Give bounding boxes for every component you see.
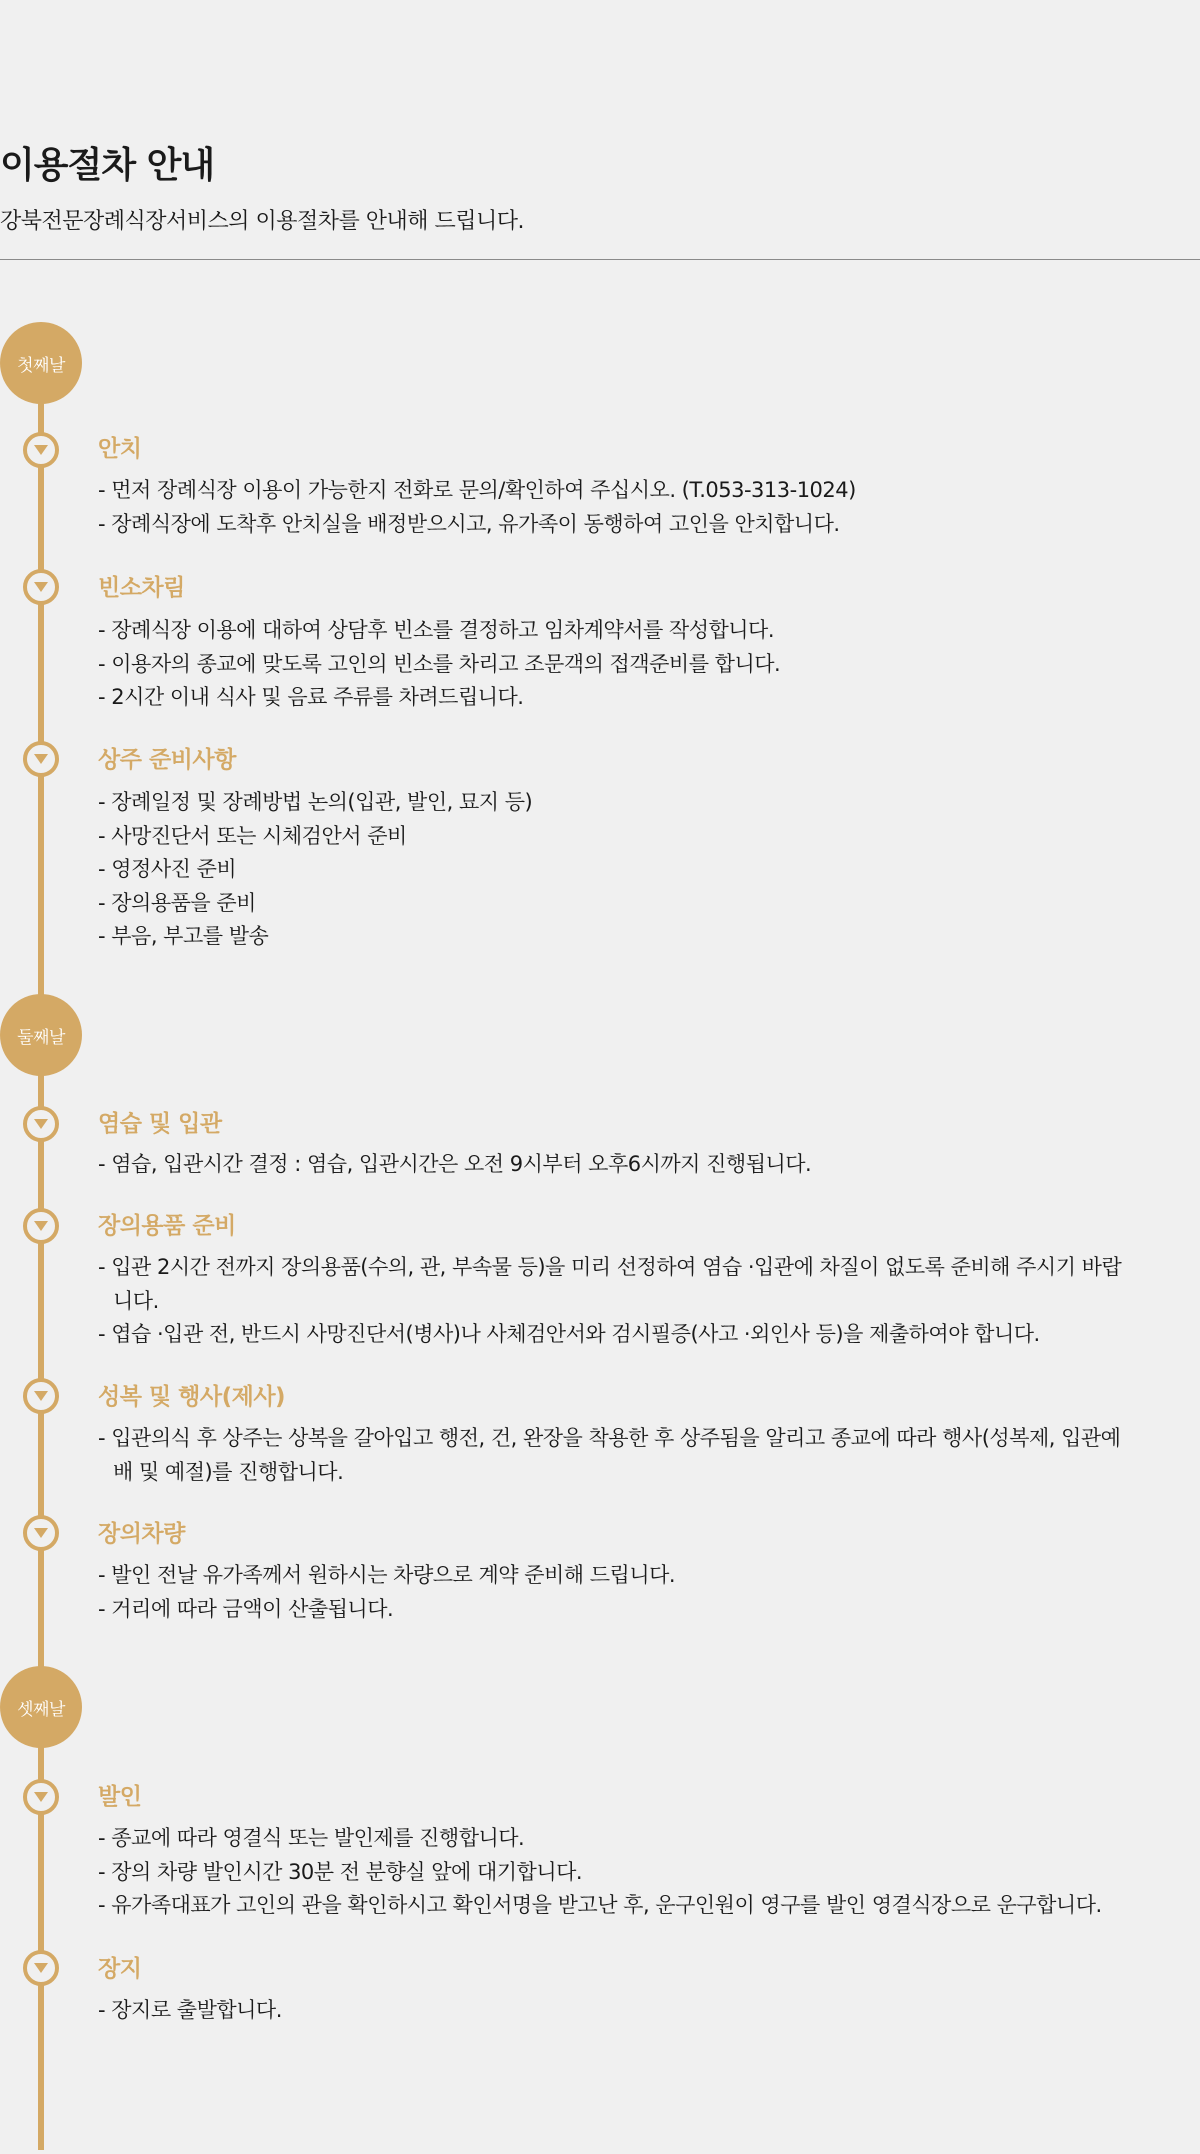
- step-body: [98, 1148, 1128, 1182]
- step-line: - 입관의식 후 상주는 상복을 갈아입고 행전, 건, 완장을 착용한 후 상주됨을 알리고 종교에 따라 행사(성복제, 입관예배 및 예절)를 진행합니다.: [98, 1426, 1121, 1484]
- step-line: - 장례일정 및 장례방법 논의(입관, 발인, 묘지 등): [98, 790, 533, 814]
- chevron-down-icon: [23, 1106, 59, 1142]
- step-line: - 발인 전날 유가족께서 원하시는 차량으로 계약 준비해 드립니다.: [98, 1563, 676, 1587]
- step-body: [98, 614, 1128, 715]
- chevron-down-icon: [23, 569, 59, 605]
- step-title: 염습 및 입관: [98, 1111, 222, 1137]
- day-badge-2: 둘째날: [0, 994, 82, 1076]
- step-line: - 입관 2시간 전까지 장의용품(수의, 관, 부속물 등)을 미리 선정하여 염습 ·입관에 차질이 없도록 준비해 주시기 바랍니다.: [98, 1255, 1122, 1313]
- chevron-down-icon: [23, 1779, 59, 1815]
- step-line: - 종교에 따라 영결식 또는 발인제를 진행합니다.: [98, 1826, 525, 1850]
- step-line: - 엽습 ·입관 전, 반드시 사망진단서(병사)나 사체검안서와 검시필증(사고 ·외인사 등)을 제출하여야 합니다.: [98, 1322, 1040, 1346]
- timeline-line: [38, 400, 44, 2150]
- step-line: - 유가족대표가 고인의 관을 확인하시고 확인서명을 받고난 후, 운구인원이 영구를 발인 영결식장으로 운구합니다.: [98, 1893, 1102, 1917]
- step-title: 안치: [98, 436, 142, 462]
- step-line: - 이용자의 종교에 맞도록 고인의 빈소를 차리고 조문객의 접객준비를 합니다.: [98, 651, 781, 676]
- step-line: - 2시간 이내 식사 및 음료 주류를 차려드립니다.: [98, 685, 524, 709]
- step-line: - 장의용품을 준비: [98, 890, 256, 915]
- step-line: - 거리에 따라 금액이 산출됩니다.: [98, 1596, 394, 1621]
- step-title: 발인: [98, 1784, 142, 1810]
- step-body: [98, 474, 1128, 541]
- step-body: [98, 786, 1128, 954]
- day-badge-1: 첫째날: [0, 322, 82, 404]
- step-line: - 영정사진 준비: [98, 857, 237, 881]
- step-body: [98, 1251, 1128, 1352]
- page-title: 이용절차 안내: [0, 145, 215, 186]
- page-subtitle: 강북전문장례식장서비스의 이용절차를 안내해 드립니다.: [0, 209, 525, 234]
- step-line: - 부음, 부고를 발송: [98, 924, 269, 948]
- step-line: - 먼저 장례식장 이용이 가능한지 전화로 문의/확인하여 주십시오. (T.053-313-1024): [98, 478, 856, 502]
- step-line: - 장례식장 이용에 대하여 상담후 빈소를 결정하고 임차계약서를 작성합니다.: [98, 618, 775, 642]
- step-title: 장의차량: [98, 1521, 185, 1547]
- step-line: - 염습, 입관시간 결정 : 염습, 입관시간은 오전 9시부터 오후6시까지 진행됩니다.: [98, 1152, 812, 1176]
- step-title: 장지: [98, 1956, 142, 1982]
- chevron-down-icon: [23, 432, 59, 468]
- step-body: [98, 1822, 1128, 1923]
- step-line: - 장의 차량 발인시간 30분 전 분향실 앞에 대기합니다.: [98, 1859, 583, 1884]
- day-badge-3: 셋째날: [0, 1666, 82, 1748]
- chevron-down-icon: [23, 1515, 59, 1551]
- step-body: [98, 1422, 1128, 1489]
- step-body: [98, 1559, 1128, 1626]
- step-title: 장의용품 준비: [98, 1213, 236, 1239]
- step-line: - 장례식장에 도착후 안치실을 배정받으시고, 유가족이 동행하여 고인을 안치합니다.: [98, 511, 840, 536]
- step-title: 상주 준비사항: [98, 747, 236, 773]
- step-body: [98, 1994, 1128, 2028]
- chevron-down-icon: [23, 1378, 59, 1414]
- step-line: - 사망진단서 또는 시체검안서 준비: [98, 823, 407, 848]
- step-line: - 장지로 출발합니다.: [98, 1998, 282, 2022]
- chevron-down-icon: [23, 1208, 59, 1244]
- step-title: 성복 및 행사(제사): [98, 1384, 286, 1410]
- step-title: 빈소차림: [98, 575, 185, 601]
- chevron-down-icon: [23, 741, 59, 777]
- chevron-down-icon: [23, 1950, 59, 1986]
